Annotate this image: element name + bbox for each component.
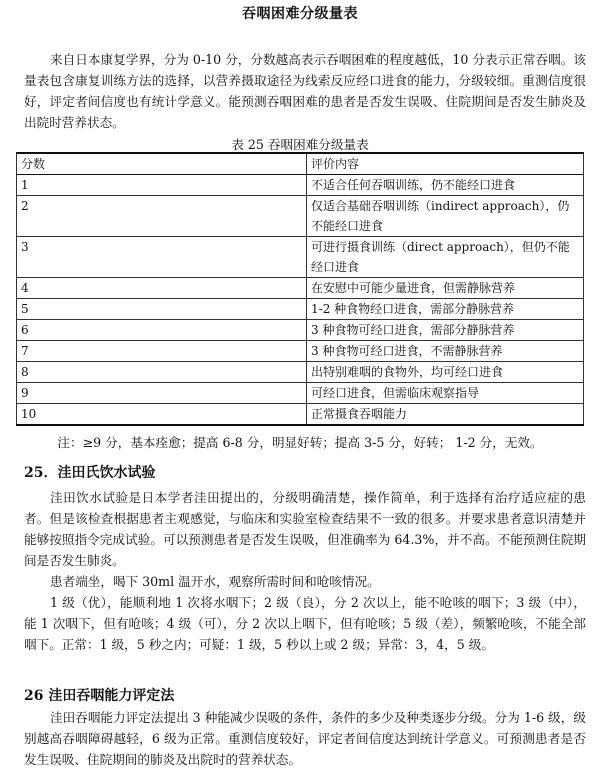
score-cell: 2 <box>17 196 307 237</box>
intro-paragraph: 来自日本康复学界，分为 0-10 分，分数越高表示吞咽困难的程度越低，10 分表示正常吞咽。该量表包含康复训练方法的选择，以营养摄取途径为线索反应经口进食的能力，分级较细。重测信度很好，评定者间信度也有统计学意义。能预测吞咽困难的患者是否发生误吸、住院期间是否发生肺炎及出院时营养状态。 <box>24 52 586 130</box>
dysphagia-scale-table <box>16 152 584 426</box>
table-row <box>17 341 584 362</box>
table-caption: 表 25 吞咽困难分级量表 <box>231 137 369 152</box>
content-cell: 1-2 种食物经口进食，需部分静脉营养 <box>307 299 584 320</box>
content-cell: 不适合任何吞咽训练，仍不能经口进食 <box>307 175 584 196</box>
score-cell: 10 <box>17 404 307 426</box>
section-25-paragraph-1: 洼田饮水试验是日本学者洼田提出的，分级明确清楚，操作简单，利于选择有治疗适应症的患者。但是该检查根据患者主观感觉，与临床和实验室检查结果不一致的很多。并要求患者意识清楚并能够按照指令完成试验。可以预测患者是否发生误吸，但准确率为 64.3%，并不高。不能预测住院期间是否发生肺炎。 <box>24 490 586 568</box>
table-row <box>17 362 584 383</box>
score-cell: 9 <box>17 383 307 404</box>
content-cell: 正常摄食吞咽能力 <box>307 404 584 426</box>
score-cell: 7 <box>17 341 307 362</box>
score-cell: 8 <box>17 362 307 383</box>
section-25-heading: 25．洼田氏饮水试验 <box>24 465 156 481</box>
header-score: 分数 <box>17 153 307 175</box>
content-cell: 出特别难咽的食物外，均可经口进食 <box>307 362 584 383</box>
content-cell: 3 种食物可经口进食，不需静脉营养 <box>307 341 584 362</box>
section-26-paragraph-1: 洼田吞咽能力评定法提出 3 种能减少误吸的条件，条件的多少及种类逐步分级。分为 1-6 级，级别越高吞咽障碍越轻，6 级为正常。重测信度较好，评定者间信度达到统计学意义。可预测患者是否发生误吸、住院期间的肺炎及出院时的营养状态。 <box>24 710 586 767</box>
score-cell: 6 <box>17 320 307 341</box>
score-cell: 4 <box>17 278 307 299</box>
table-row <box>17 320 584 341</box>
section-26-heading: 26 洼田吞咽能力评定法 <box>24 688 175 704</box>
content-cell: 3 种食物可经口进食，需部分静脉营养 <box>307 320 584 341</box>
score-cell: 3 <box>17 237 307 278</box>
score-cell: 1 <box>17 175 307 196</box>
content-cell: 在安慰中可能少量进食，但需静脉营养 <box>307 278 584 299</box>
section-25-paragraph-3: 1 级（优），能顺利地 1 次将水咽下；2 级（良），分 2 次以上，能不呛咳的咽下；3 级（中），能 1 次咽下，但有呛咳；4 级（可），分 2 次以上咽下，但有呛咳；5 级（差），频繁呛咳，不能全部咽下。正常：1 级，5 秒之内；可疑：1 级，5 秒以上或 2 级；异常：3，4，5 级。 <box>24 595 586 652</box>
content-cell: 仅适合基础吞咽训练（indirect approach），仍不能经口进食 <box>307 196 584 237</box>
table-row <box>17 196 584 237</box>
section-25-paragraph-2: 患者端坐，喝下 30ml 温开水，观察所需时间和呛咳情况。 <box>50 574 380 589</box>
table-row <box>17 404 584 426</box>
table-row <box>17 175 584 196</box>
table-note: 注：≥9 分，基本痊愈；提高 6-8 分，明显好转；提高 3-5 分，好转； 1-2 分，无效。 <box>57 435 543 450</box>
content-cell: 可进行摄食训练（direct approach），但仍不能经口进食 <box>307 237 584 278</box>
document-title: 吞咽困难分级量表 <box>242 6 358 22</box>
table-row <box>17 383 584 404</box>
table-header-row <box>17 153 584 175</box>
table-row <box>17 299 584 320</box>
score-cell: 5 <box>17 299 307 320</box>
table-row <box>17 237 584 278</box>
header-content: 评价内容 <box>307 153 584 175</box>
content-cell: 可经口进食，但需临床观察指导 <box>307 383 584 404</box>
table-row <box>17 278 584 299</box>
